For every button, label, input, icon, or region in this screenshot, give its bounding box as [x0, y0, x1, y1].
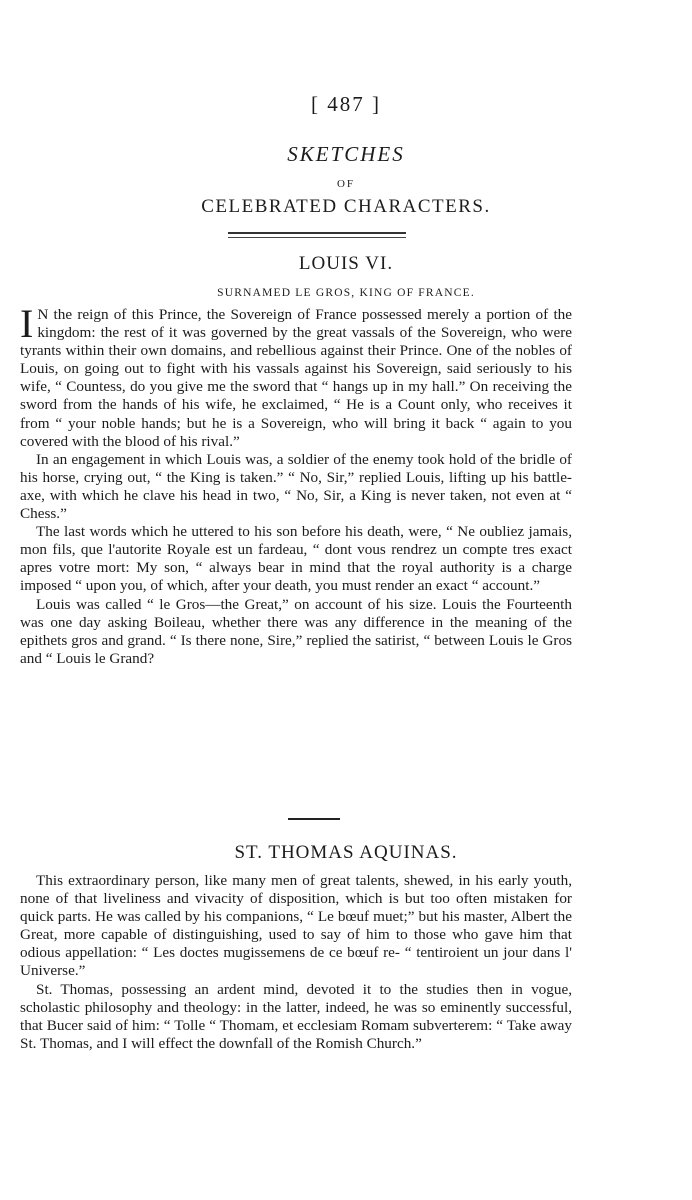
paragraph: St. Thomas, possessing an ardent mind, devoted it to the studies then in vogue, scholastic philosophy and theology: in the latter, indeed, he was so eminently successful, that Bucer said of him: “ Tolle “ Thomam, et ecclesiam Romam subverterem: “ Take away St. Thomas, and I will effect the downfall of the Romish Church.” — [20, 980, 572, 1052]
section-subtitle-louis: SURNAMED LE GROS, KING OF FRANCE. — [217, 287, 475, 299]
drop-cap: I — [20, 301, 34, 346]
paragraph: In an engagement in which Louis was, a soldier of the enemy took hold of the bridle of his horse, crying out, “ the King is taken.” “ No, Sir,” replied Louis, lifting up his battle-axe, with which he clave his head in two, “ No, Sir, a King is never taken, not even at “ Chess.” — [20, 450, 572, 523]
paragraph: This extraordinary person, like many men of great talents, shewed, in his early youth, none of that liveliness and vivacity of disposition, which is but too often mistaken for quick parts. He was called by his companions, “ Le bœuf muet;” but his master, Albert the Great, more capable of distinguishing, used to say of him to those who gave him that odious appellation: “ Les doctes mugissemens de ce bœuf re- “ tentiroient un jour dans l' Universe.” — [20, 872, 572, 980]
page-number: [ 487 ] — [311, 92, 381, 116]
paragraph: Louis was called “ le Gros—the Great,” on account of his size. Louis the Fourteenth was one day asking Boileau, whether there was any difference in the meaning of the epithets gros and grand. “ Is there none, Sire,” replied the satirist, “ between Louis le Gros and “ Louis le Grand? — [20, 595, 572, 667]
paragraph: I N the reign of this Prince, the Sovereign of France possessed merely a portion of the kingdom: the rest of it was governed by the great vassals of the Sovereign, who were tyrants within their own domains, and rebellious against their Prince. One of the nobles of Louis, on going out to fight with his vassals against his Sovereign, said seriously to his wife, “ Countess, do you give me the sword that “ hangs up in my hall.” On receiving the sword from the hands of his wife, he exclaimed, “ He is a Count only, who receives it from “ your noble hands; but he is a Sovereign, who will bring it back “ again to you covered with the blood of his rival.” — [20, 301, 572, 450]
header-divider — [228, 232, 406, 238]
section-title-louis: LOUIS VI. — [298, 253, 394, 274]
section-divider — [288, 818, 340, 820]
paragraph: The last words which he uttered to his son before his death, were, “ Ne oubliez jamais, mon fils, que l'autorite Royale est un fardeau, “ dont vous rendrez un compte tres exact apres votre mort: My son, “ always bear in mind that the royal authority is a charge imposed “ upon you, of which, after your death, you must render an exact “ account.” — [20, 523, 572, 595]
header-title: SKETCHES — [287, 142, 405, 166]
header-of: OF — [336, 178, 356, 190]
section-title-aquinas: ST. THOMAS AQUINAS. — [234, 842, 458, 863]
section-body-aquinas — [20, 872, 572, 1053]
header-subtitle: CELEBRATED CHARACTERS. — [201, 196, 491, 217]
section-body-louis — [20, 301, 572, 668]
